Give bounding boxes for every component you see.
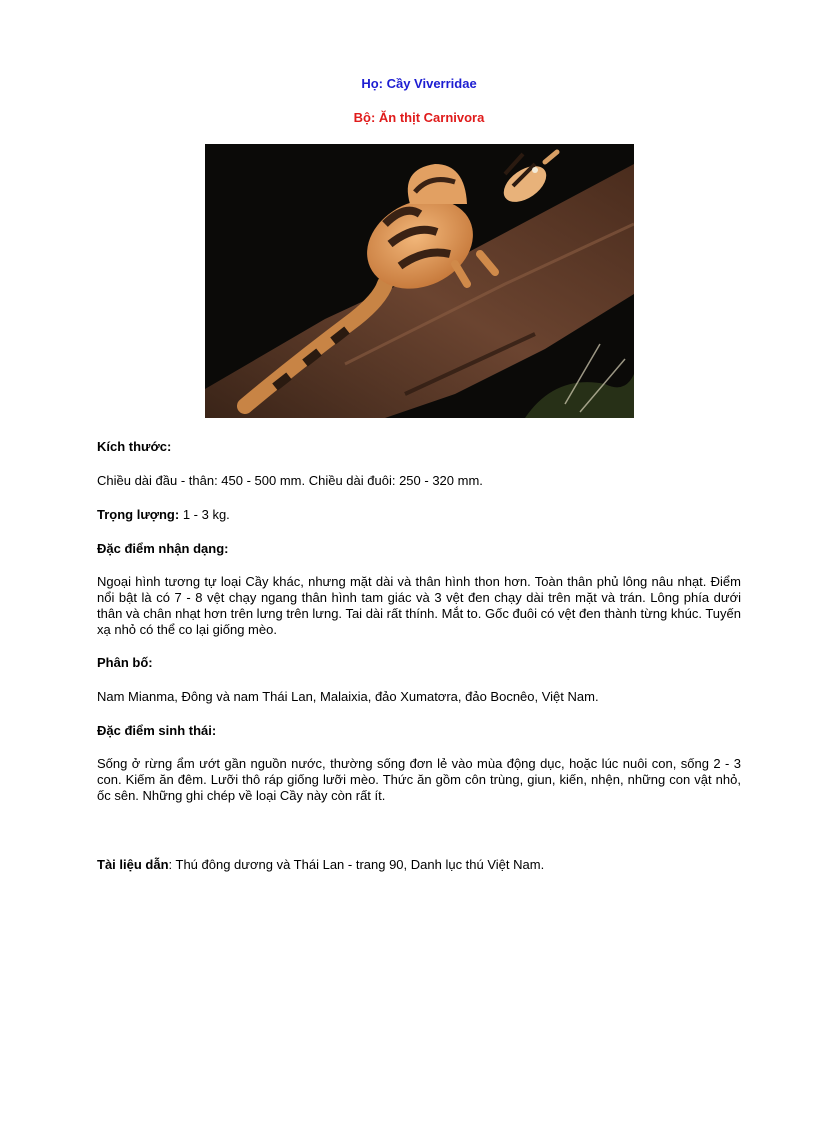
identification-text: Ngoại hình tương tự loại Cầy khác, nhưng mặt dài và thân hình thon hơn. Toàn thân phủ lông nâu nhạt. Điểm nổi bật là có 7 - 8 vệt chạy ngang thân hình tam giác và 3 vệt đen chạy dài trên mặt và trán. Lông phía dưới thân và chân nhạt hơn trên lưng trên lưng. Tai dài rất thính. Mắt to. Gốc đuôi có vệt đen thành từng khúc. Tuyến xạ nhỏ có thể co lại giống mèo. (97, 574, 741, 637)
reference-line (97, 857, 741, 873)
size-text: Chiều dài đầu - thân: 450 - 500 mm. Chiều dài đuôi: 250 - 320 mm. (97, 473, 483, 488)
civet-photo (205, 144, 634, 418)
ecology-text: Sống ở rừng ẩm ướt gần nguồn nước, thường sống đơn lẻ vào mùa động dục, hoặc lúc nuôi con, sống 2 - 3 con. Kiếm ăn đêm. Lưỡi thô ráp giống lưỡi mèo. Thức ăn gồm côn trùng, giun, kiến, nhện, những con vật nhỏ, ốc sên. Những ghi chép về loại Cầy này còn rất ít. (97, 756, 741, 803)
weight-label: Trọng lượng: (97, 507, 180, 522)
distribution-label: Phân bố: (97, 655, 153, 670)
weight-value: 1 - 3 kg. (179, 507, 230, 522)
family-heading: Họ: Cầy Viverridae (361, 76, 477, 91)
order-heading: Bộ: Ăn thịt Carnivora (353, 110, 485, 125)
identification-label: Đặc điểm nhận dạng: (97, 541, 229, 556)
reference-label: Tài liệu dẫn (97, 857, 169, 872)
size-label: Kích thước: (97, 439, 172, 454)
weight-line (97, 507, 741, 523)
distribution-text: Nam Mianma, Đông và nam Thái Lan, Malaixia, đảo Xumatơra, đảo Bocnêo, Việt Nam. (97, 689, 599, 704)
reference-text: : Thú đông dương và Thái Lan - trang 90, Danh lục thú Việt Nam. (168, 857, 545, 872)
ecology-label: Đặc điểm sinh thái: (97, 723, 217, 738)
